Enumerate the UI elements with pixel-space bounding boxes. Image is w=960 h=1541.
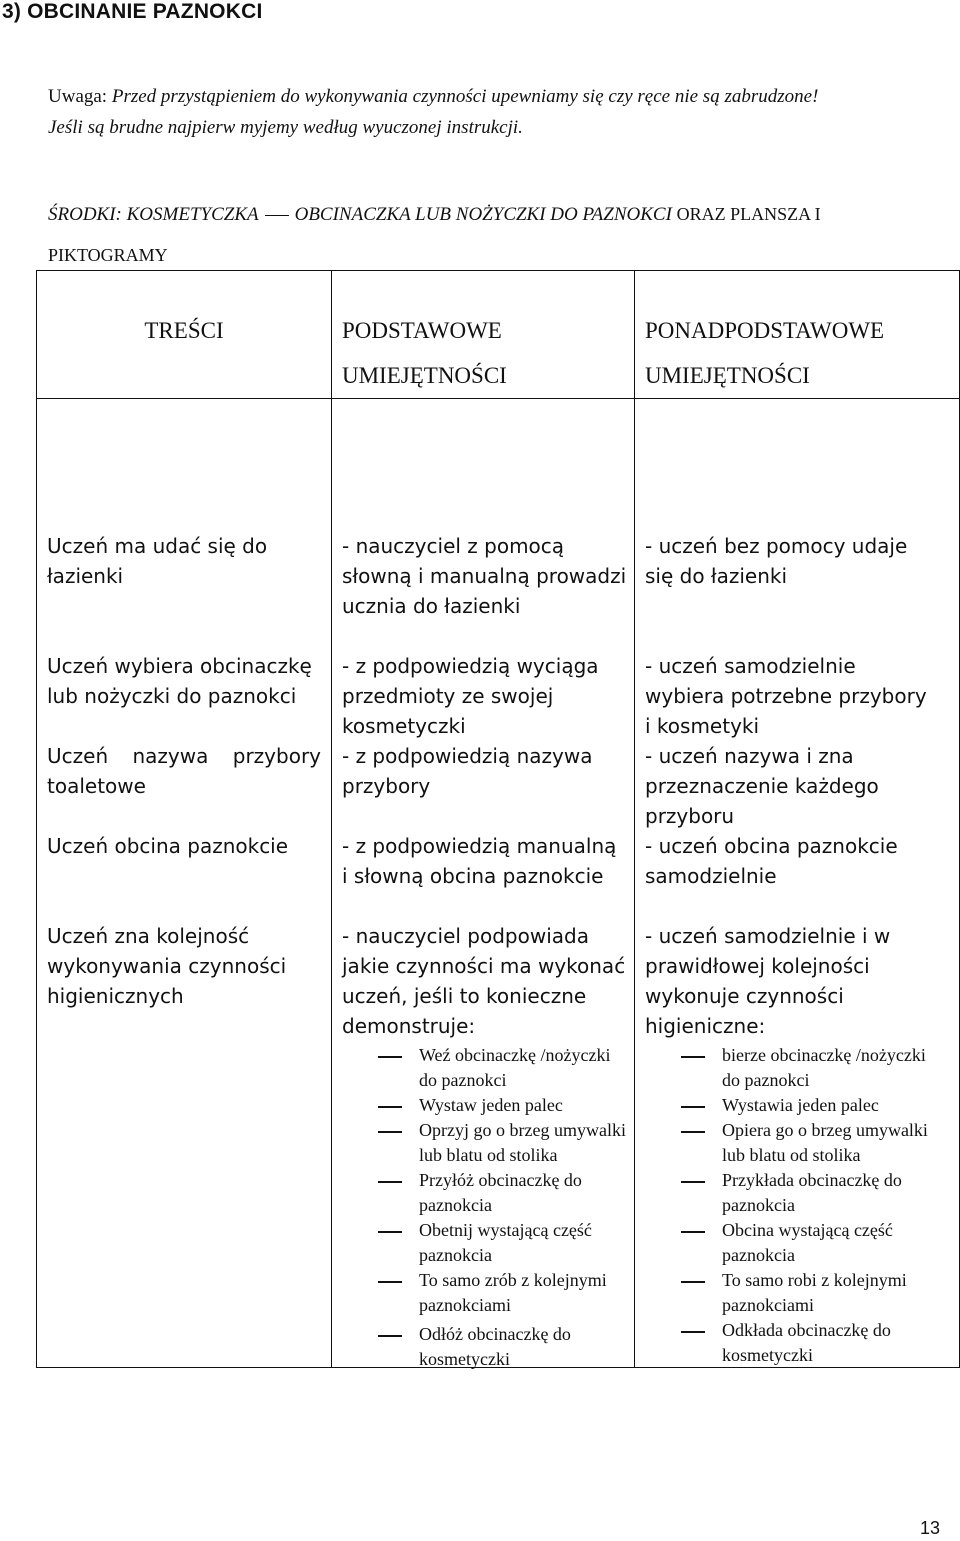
advanced-skill-item: - uczeń nazywa i zna przeznaczenie każdego przyboru: [645, 744, 879, 828]
header-advanced-line-2: UMIEJĘTNOŚCI: [645, 363, 810, 388]
warning-prefix: Uwaga:: [48, 86, 112, 107]
step-item: Odkłada obcinaczkę do kosmetyczki: [645, 1318, 930, 1368]
advanced-skill-item: - uczeń samodzielnie i w prawidłowej kolejności wykonuje czynności higieniczne:: [645, 924, 891, 1038]
page-number: 13: [920, 1518, 941, 1538]
header-basic-line-2: UMIEJĘTNOŚCI: [342, 363, 507, 388]
header-basic: [332, 271, 635, 399]
step-item: Obetnij wystającą część paznokcia: [342, 1218, 627, 1268]
step-item: Wystaw jeden palec: [342, 1093, 627, 1118]
warning-text: Przed przystąpieniem do wykonywania czynności upewniamy się czy ręce nie są zabrudzone!: [111, 86, 819, 107]
materials-part-3: ORAZ PLANSZA I: [676, 204, 821, 224]
warning-note-line-2: [48, 117, 523, 139]
header-basic-line-1: PODSTAWOWE: [342, 318, 502, 343]
materials-part-2: OBCINACZKA LUB NOŻYCZKI DO PAZNOKCI: [294, 204, 672, 225]
step-item: Weź obcinaczkę /nożyczki do paznokci: [342, 1043, 627, 1093]
basic-skill-item: - z podpowiedzią wyciąga przedmioty ze swojej kosmetyczki: [342, 654, 599, 738]
section-heading: 3) OBCINANIE PAZNOKCI: [2, 0, 263, 23]
materials-part-4: PIKTOGRAMY: [48, 245, 168, 265]
header-content: [37, 271, 332, 399]
warning-note-line-1: [48, 86, 818, 108]
materials-part-1: ŚRODKI: KOSMETYCZKA: [48, 204, 259, 225]
basic-skill-item: - nauczyciel podpowiada jakie czynności ma wykonać uczeń, jeśli to konieczne demonstruje:: [342, 924, 626, 1038]
step-item: Wystawia jeden palec: [645, 1093, 930, 1118]
content-item: Uczeń obcina paznokcie: [47, 834, 289, 858]
header-advanced-line-1: PONADPODSTAWOWE: [645, 318, 885, 343]
step-item: Przyłóż obcinaczkę do paznokcia: [342, 1168, 627, 1218]
content-column: [37, 399, 332, 1368]
step-item: bierze obcinaczkę /nożyczki do paznokci: [645, 1043, 930, 1093]
step-item: Oprzyj go o brzeg umywalki lub blatu od stolika: [342, 1118, 627, 1168]
basic-skills-column: [332, 399, 635, 1368]
step-item: To samo zrób z kolejnymi paznokciami: [342, 1268, 627, 1318]
basic-steps-list: [342, 1043, 627, 1372]
skills-table: [36, 270, 960, 1368]
content-item: Uczeń nazywa przybory toaletowe: [47, 744, 321, 798]
step-item: Opiera go o brzeg umywalki lub blatu od stolika: [645, 1118, 930, 1168]
basic-skill-item: - z podpowiedzią manualną i słowną obcina paznokcie: [342, 834, 617, 888]
dash-separator: [265, 215, 289, 216]
advanced-steps-list: [645, 1043, 930, 1368]
basic-skill-item: - z podpowiedzią nazywa przybory: [342, 744, 593, 798]
content-item: Uczeń wybiera obcinaczkę lub nożyczki do paznokci: [47, 654, 312, 708]
table-header-row: [37, 271, 960, 399]
header-content-label: TREŚCI: [144, 318, 224, 343]
materials-list: [48, 194, 821, 275]
advanced-skill-item: - uczeń obcina paznokcie samodzielnie: [645, 834, 898, 888]
advanced-skill-item: - uczeń bez pomocy udaje się do łazienki: [645, 534, 908, 588]
step-item: Odłóż obcinaczkę do kosmetyczki: [342, 1322, 627, 1372]
content-item: Uczeń zna kolejność wykonywania czynności higienicznych: [47, 924, 287, 1008]
advanced-skills-column: [635, 399, 960, 1368]
warning-text-2: Jeśli są brudne najpierw myjemy według wyuczonej instrukcji.: [48, 117, 523, 138]
header-advanced: [635, 271, 960, 399]
advanced-skill-item: - uczeń samodzielnie wybiera potrzebne przybory i kosmetyki: [645, 654, 927, 738]
content-item: Uczeń ma udać się do łazienki: [47, 534, 268, 588]
step-item: Przykłada obcinaczkę do paznokcia: [645, 1168, 930, 1218]
step-item: To samo robi z kolejnymi paznokciami: [645, 1268, 930, 1318]
basic-skill-item: - nauczyciel z pomocą słowną i manualną prowadzi ucznia do łazienki: [342, 534, 627, 618]
step-item: Obcina wystającą część paznokcia: [645, 1218, 930, 1268]
table-body-row: [37, 399, 960, 1368]
